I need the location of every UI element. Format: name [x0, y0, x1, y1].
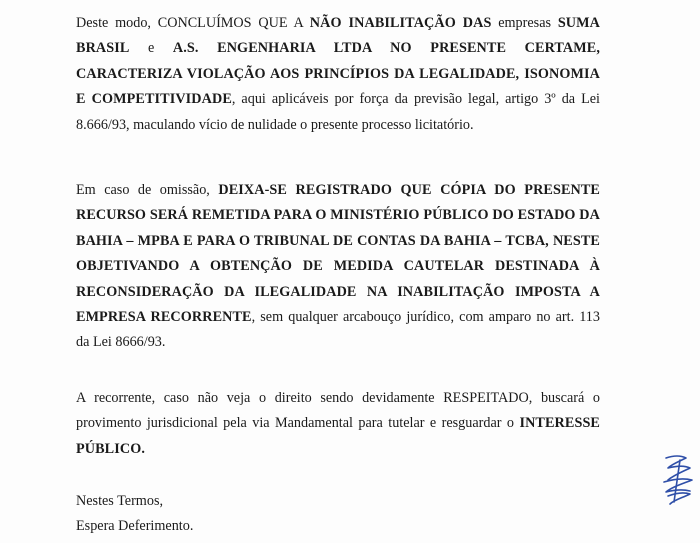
text-run: , aqui aplicáveis por força da previsão legal, artigo 3º da Lei 8.666/93, maculando vício de nulidade o presente processo licitatório. [76, 91, 600, 133]
bold-run: SUMA BRASIL [76, 15, 600, 57]
paragraph-omission [76, 178, 600, 356]
closing-line-terms: Nestes Termos, [76, 493, 164, 509]
paragraph-conclusion [76, 11, 600, 138]
text-run: , sem qualquer arcabouço jurídico, com amparo no art. 113 da Lei 8666/93. [76, 309, 600, 351]
text-run: Em caso de omissão, [76, 182, 219, 198]
text-run: Deste modo, CONCLUÍMOS QUE A [76, 15, 310, 31]
signature-mark [652, 452, 700, 508]
closing-line-request: Espera Deferimento. [76, 518, 194, 535]
paragraph-recourse [76, 386, 600, 462]
bold-run: DEIXA-SE REGISTRADO QUE CÓPIA DO PRESENTE RECURSO SERÁ REMETIDA PARA O MINISTÉRIO PÚBLICO DO ESTADO DA BAHIA – MPBA E PARA O TRIBUNAL DE CONTAS DA BAHIA – TCBA, NESTE OBJETIVANDO A OBTENÇÃO DE MEDIDA CAUTELAR DESTINADA À RECONSIDERAÇÃO DA ILEGALIDADE NA INABILITAÇÃO IMPOSTA A EMPRESA RECORRENTE [76, 182, 600, 326]
text-run: A recorrente, caso não veja o direito sendo devidamente RESPEITADO, buscará o provimento jurisdicional pela via Mandamental para tutelar e resguardar o [76, 390, 600, 432]
bold-run: NÃO INABILITAÇÃO DAS [309, 15, 492, 31]
closing-block [76, 489, 193, 540]
bold-run: A.S. ENGENHARIA LTDA NO PRESENTE CERTAME, CARACTERIZA VIOLAÇÃO AOS PRINCÍPIOS DA LEGALIDADE, ISONOMIA E COMPETITIVIDADE [76, 40, 600, 108]
text-run: e [129, 40, 173, 57]
bold-run: INTERESSE PÚBLICO. [76, 415, 600, 457]
text-run: empresas [491, 15, 558, 31]
